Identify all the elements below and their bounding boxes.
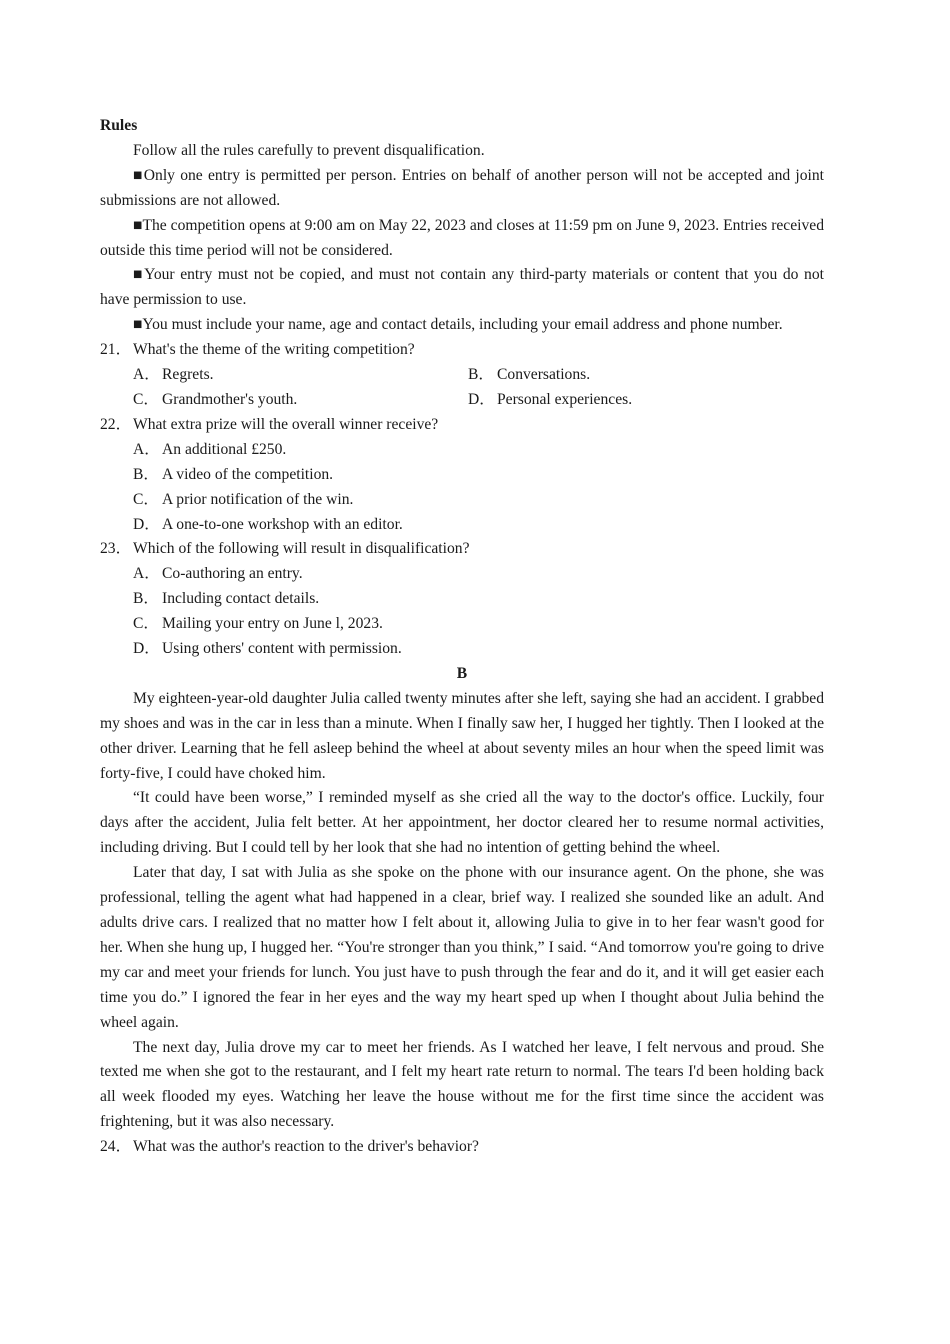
option-d: D． Using others' content with permission.	[133, 640, 402, 658]
option-b: B． Conversations.	[468, 366, 591, 384]
passage-paragraph: “It could have been worse,” I reminded myself as she cried all the way to the doctor's office. Luckily, four days after the accident, Julia felt better. At her appointment, her doctor cleared her to resume normal activities, including driving. But I could tell by her look that she had no intention of getting behind the wheel.	[100, 789, 824, 857]
option-c: C． Grandmother's youth.	[133, 390, 298, 408]
rule-item: ■Your entry must not be copied, and must not contain any third-party materials or content that you do not have permission to use.	[100, 266, 824, 309]
question-23	[100, 537, 824, 662]
question-text: What's the theme of the writing competition?	[133, 341, 415, 359]
question-number: 23．	[100, 540, 132, 558]
question-22	[100, 413, 824, 538]
question-24	[100, 1135, 824, 1160]
option-a: A． Regrets.	[133, 366, 214, 384]
rules-heading: Rules	[100, 117, 138, 134]
section-b-heading: B	[456, 664, 468, 682]
passage-paragraph: The next day, Julia drove my car to meet her friends. As I watched her leave, I felt nervous and proud. She texted me when she got to the restaurant, and I felt my heart rate return to normal. The tears I'd been holding back all week flooded my eyes. Watching her leave the house without me for the first time since the accident was frightening, but it was also necessary.	[100, 1038, 824, 1131]
question-number: 21．	[100, 341, 132, 359]
option-c: C． Mailing your entry on June l, 2023.	[133, 615, 383, 633]
rule-item: ■The competition opens at 9:00 am on May 22, 2023 and closes at 11:59 pm on June 9, 2023. Entries received outside this time period will not be considered.	[100, 216, 824, 259]
question-text: Which of the following will result in disqualification?	[133, 540, 470, 558]
option-d: D． Personal experiences.	[468, 390, 633, 408]
option-c: C． A prior notification of the win.	[133, 490, 354, 508]
option-b: B． A video of the competition.	[133, 465, 334, 483]
option-d: D． A one-to-one workshop with an editor.	[133, 515, 403, 533]
option-b: B． Including contact details.	[133, 590, 320, 608]
document-page	[100, 114, 824, 1160]
question-21	[100, 338, 824, 413]
passage-paragraph: Later that day, I sat with Julia as she spoke on the phone with our insurance agent. On the phone, she was professional, telling the agent what had happened in a clear, brief way. I realized she sounded like an adult. And adults drive cars. I realized that no matter how I felt about it, allowing Julia to give in to her fear wasn't good for her. When she hung up, I hugged her. “You're stronger than you think,” I said. “And tomorrow you're going to drive my car and meet your friends for lunch. You just have to push through the fear and do it, and it will get easier each time you do.” I ignored the fear in her eyes and the way my heart sped up when I thought about Julia behind the wheel again.	[100, 864, 824, 1031]
question-number: 22．	[100, 415, 132, 433]
passage-paragraph: My eighteen-year-old daughter Julia called twenty minutes after she left, saying she had an accident. I grabbed my shoes and was in the car in less than a minute. When I finally saw her, I hugged her tightly. Then I looked at the other driver. Learning that he fell asleep behind the wheel at about seventy miles an hour when the speed limit was forty-five, I could have choked him.	[100, 689, 824, 782]
question-number: 24．	[100, 1138, 132, 1156]
rule-item: ■You must include your name, age and contact details, including your email address and phone number.	[133, 316, 783, 334]
question-text: What was the author's reaction to the driver's behavior?	[133, 1138, 479, 1156]
option-a: A． An additional £250.	[133, 440, 287, 458]
rules-intro: Follow all the rules carefully to prevent disqualification.	[133, 141, 485, 159]
option-a: A． Co-authoring an entry.	[133, 565, 303, 583]
rule-item: ■Only one entry is permitted per person. Entries on behalf of another person will not be accepted and joint submissions are not allowed.	[100, 166, 824, 209]
question-text: What extra prize will the overall winner receive?	[133, 415, 439, 433]
